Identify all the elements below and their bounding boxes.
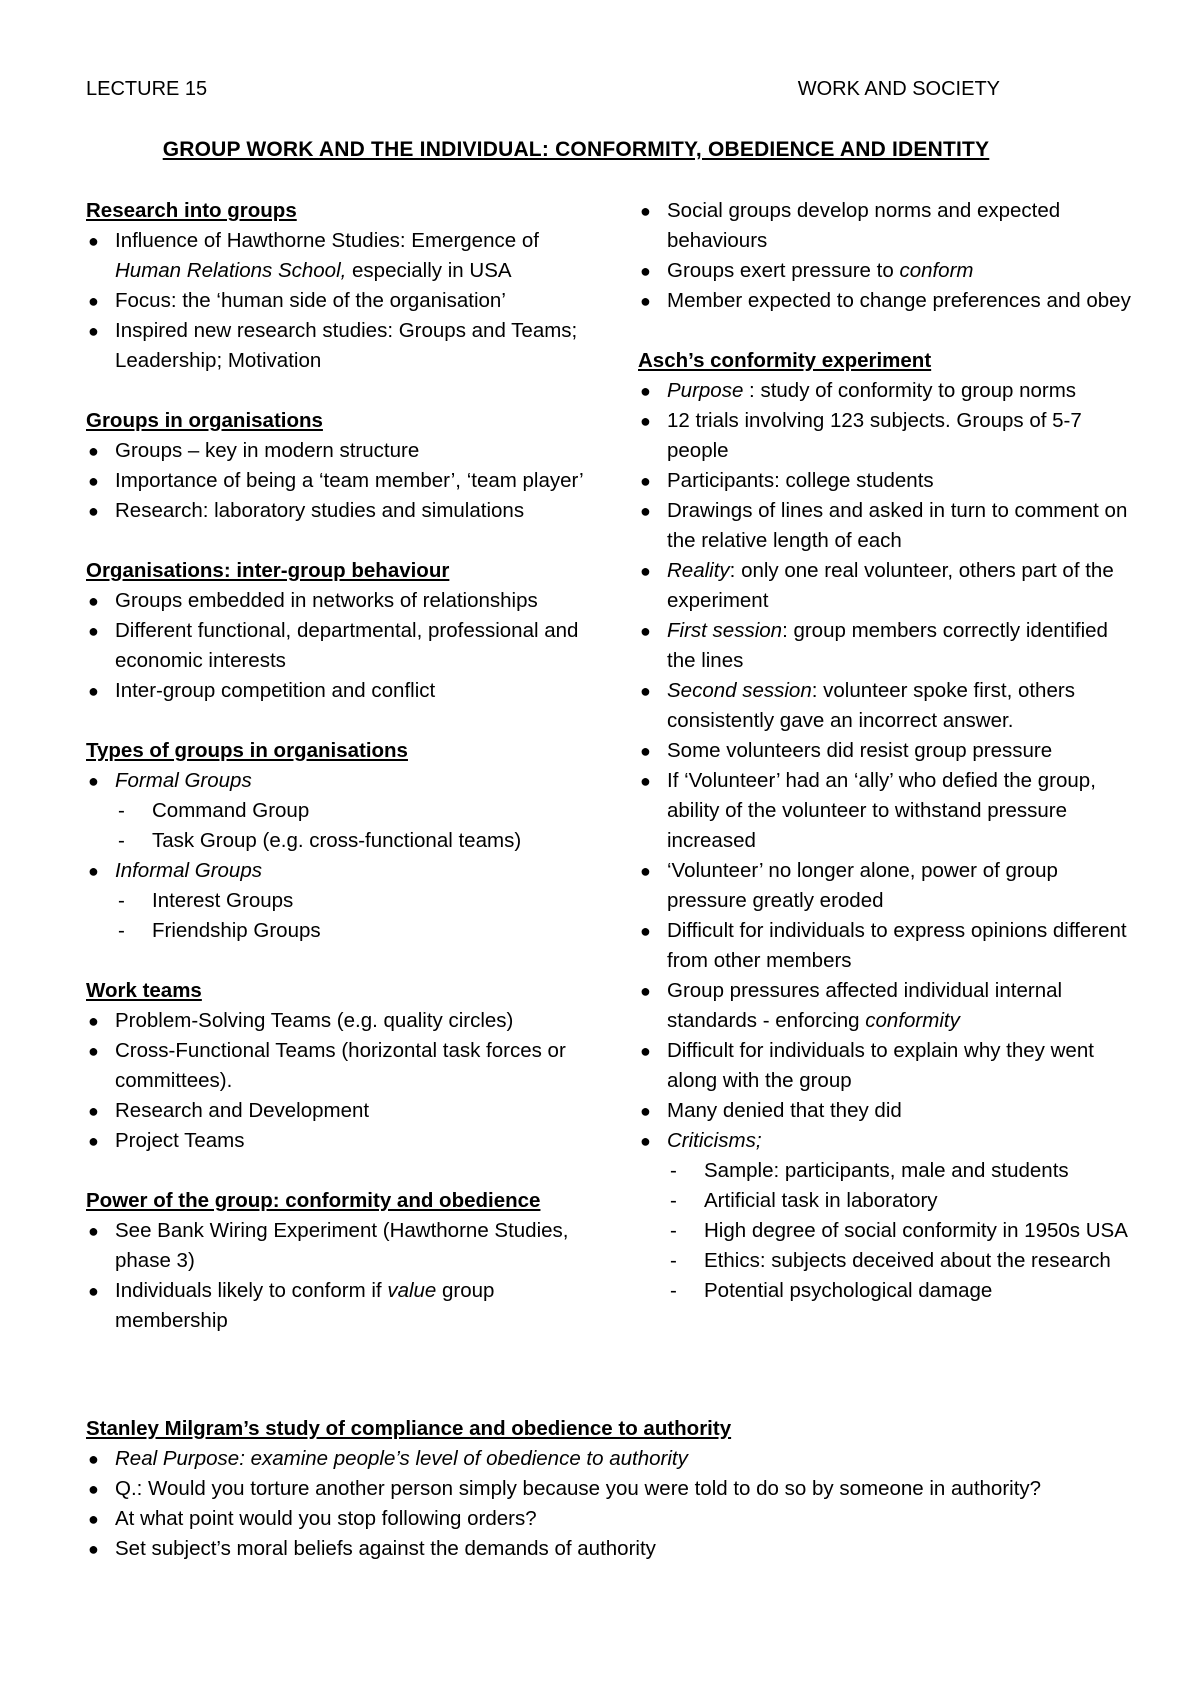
list-item: ● Importance of being a ‘team member’, ‘team player’ [86, 466, 601, 496]
list-item: ● Groups embedded in networks of relationships [86, 586, 601, 616]
bullet-icon: ● [640, 681, 651, 701]
list-item: ● At what point would you stop following orders? [86, 1504, 1126, 1534]
list-item: ● Formal Groups [86, 766, 601, 796]
bullet-icon: ● [640, 921, 651, 941]
bullet-icon: ● [88, 681, 99, 701]
bullet-icon: ● [88, 621, 99, 641]
list-item: ● Member expected to change preferences and obey [638, 286, 1138, 316]
list-item: ● Set subject’s moral beliefs against the demands of authority [86, 1534, 1126, 1564]
section-title: Groups in organisations [86, 409, 323, 432]
bullet-icon: ● [640, 411, 651, 431]
dash-icon: - [670, 1279, 677, 1302]
dash-icon: - [670, 1159, 677, 1182]
bullet-icon: ● [88, 1509, 99, 1529]
section-title: Power of the group: conformity and obedience [86, 1189, 541, 1212]
sub-list-item: - Command Group [86, 796, 601, 826]
section-milgram-study [86, 1414, 1126, 1564]
list-item: ● Group pressures affected individual internal standards - enforcing conformity [638, 976, 1138, 1036]
bullet-icon: ● [88, 861, 99, 881]
list-item: ● Groups exert pressure to conform [638, 256, 1138, 286]
bullet-list [86, 766, 601, 946]
bullet-icon: ● [88, 441, 99, 461]
bullet-list [86, 1216, 601, 1336]
sub-list-item: - High degree of social conformity in 1950s USA [638, 1216, 1138, 1246]
bullet-icon: ● [640, 741, 651, 761]
list-item: ● 12 trials involving 123 subjects. Groups of 5-7 people [638, 406, 1138, 466]
bullet-icon: ● [640, 1131, 651, 1151]
bullet-icon: ● [88, 1449, 99, 1469]
section-title: Asch’s conformity experiment [638, 349, 932, 372]
list-item: ● Real Purpose: examine people’s level of obedience to authority [86, 1444, 1126, 1474]
bullet-list [86, 1444, 1126, 1564]
list-item: ● Criticisms; [638, 1126, 1138, 1156]
list-item: ● Individuals likely to conform if value group membership [86, 1276, 601, 1336]
dash-icon: - [118, 799, 125, 822]
list-item: ● Q.: Would you torture another person simply because you were told to do so by someone in authority? [86, 1474, 1126, 1504]
section-title: Stanley Milgram’s study of compliance and obedience to authority [86, 1417, 732, 1440]
dash-icon: - [670, 1249, 677, 1272]
list-item: ● Inspired new research studies: Groups and Teams; Leadership; Motivation [86, 316, 601, 376]
section-groups-in-organisations [86, 406, 601, 526]
bullet-icon: ● [88, 501, 99, 521]
bullet-icon: ● [640, 201, 651, 221]
list-item: ● Purpose : study of conformity to group norms [638, 376, 1138, 406]
list-item: ● Focus: the ‘human side of the organisation’ [86, 286, 601, 316]
bullet-icon: ● [88, 1041, 99, 1061]
bullet-icon: ● [640, 621, 651, 641]
dash-icon: - [118, 919, 125, 942]
lecture-label: LECTURE 15 [86, 78, 208, 100]
bullet-icon: ● [88, 1131, 99, 1151]
section-asch-experiment [638, 346, 1138, 1306]
list-item: ● Inter-group competition and conflict [86, 676, 601, 706]
dash-icon: - [670, 1189, 677, 1212]
list-item: ● Research: laboratory studies and simulations [86, 496, 601, 526]
list-item: ● Project Teams [86, 1126, 601, 1156]
course-label: WORK AND SOCIETY [797, 78, 1000, 100]
section-types-of-groups [86, 736, 601, 946]
list-item: ● Problem-Solving Teams (e.g. quality circles) [86, 1006, 601, 1036]
list-item: ● Some volunteers did resist group pressure [638, 736, 1138, 766]
bullet-list [86, 1006, 601, 1156]
bullet-icon: ● [88, 1479, 99, 1499]
section-title: Research into groups [86, 199, 297, 222]
list-item: ● Difficult for individuals to explain why they went along with the group [638, 1036, 1138, 1096]
list-item: ● Research and Development [86, 1096, 601, 1126]
list-item: ● Reality: only one real volunteer, others part of the experiment [638, 556, 1138, 616]
bullet-list [86, 586, 601, 706]
section-research-into-groups [86, 196, 601, 376]
bullet-list [86, 226, 601, 376]
dash-icon: - [118, 889, 125, 912]
bullet-list [86, 436, 601, 526]
sub-list-item: - Friendship Groups [86, 916, 601, 946]
bullet-icon: ● [88, 591, 99, 611]
bullet-icon: ● [640, 1101, 651, 1121]
list-item: ● Informal Groups [86, 856, 601, 886]
left-column [86, 196, 601, 1366]
bullet-icon: ● [88, 1101, 99, 1121]
bullet-icon: ● [640, 261, 651, 281]
sub-list-item: - Task Group (e.g. cross-functional teams) [86, 826, 601, 856]
sub-list-item: - Sample: participants, male and students [638, 1156, 1138, 1186]
bullet-icon: ● [640, 471, 651, 491]
list-item: ● Participants: college students [638, 466, 1138, 496]
sub-list-item: - Artificial task in laboratory [638, 1186, 1138, 1216]
bullet-icon: ● [88, 1281, 99, 1301]
list-item: ● Many denied that they did [638, 1096, 1138, 1126]
sub-list-item: - Interest Groups [86, 886, 601, 916]
list-item: ● Difficult for individuals to express opinions different from other members [638, 916, 1138, 976]
bullet-icon: ● [88, 231, 99, 251]
bullet-icon: ● [88, 321, 99, 341]
list-item: ● See Bank Wiring Experiment (Hawthorne Studies, phase 3) [86, 1216, 601, 1276]
list-item: ● Influence of Hawthorne Studies: Emergence of Human Relations School, especially in USA [86, 226, 601, 286]
bullet-icon: ● [88, 1221, 99, 1241]
right-column [638, 196, 1138, 1336]
bullet-icon: ● [640, 771, 651, 791]
dash-icon: - [670, 1219, 677, 1242]
bullet-icon: ● [88, 771, 99, 791]
bullet-list [638, 376, 1138, 1306]
bullet-icon: ● [640, 561, 651, 581]
bullet-icon: ● [88, 471, 99, 491]
bullet-icon: ● [640, 1041, 651, 1061]
list-item: ● If ‘Volunteer’ had an ‘ally’ who defied the group, ability of the volunteer to withstand pressure increased [638, 766, 1138, 856]
page-title: GROUP WORK AND THE INDIVIDUAL: CONFORMITY, OBEDIENCE AND IDENTITY [162, 138, 990, 161]
page-header [86, 74, 1000, 104]
dash-icon: - [118, 829, 125, 852]
section-title: Organisations: inter-group behaviour [86, 559, 450, 582]
list-item: ● Second session: volunteer spoke first, others consistently gave an incorrect answer. [638, 676, 1138, 736]
section-work-teams [86, 976, 601, 1156]
list-item: ● Drawings of lines and asked in turn to comment on the relative length of each [638, 496, 1138, 556]
list-item: ● First session: group members correctly identified the lines [638, 616, 1138, 676]
bullet-icon: ● [640, 501, 651, 521]
bullet-icon: ● [640, 981, 651, 1001]
list-item: ● Cross-Functional Teams (horizontal task forces or committees). [86, 1036, 601, 1096]
bullet-icon: ● [640, 381, 651, 401]
section-group-norms [638, 196, 1138, 316]
list-item: ● Groups – key in modern structure [86, 436, 601, 466]
sub-list-item: - Potential psychological damage [638, 1276, 1138, 1306]
list-item: ● Social groups develop norms and expected behaviours [638, 196, 1138, 256]
bullet-icon: ● [88, 291, 99, 311]
bullet-list [638, 196, 1138, 316]
list-item: ● Different functional, departmental, professional and economic interests [86, 616, 601, 676]
bullet-icon: ● [640, 861, 651, 881]
section-power-of-the-group [86, 1186, 601, 1336]
section-title: Work teams [86, 979, 202, 1002]
bullet-icon: ● [88, 1011, 99, 1031]
section-title: Types of groups in organisations [86, 739, 408, 762]
list-item: ● ‘Volunteer’ no longer alone, power of group pressure greatly eroded [638, 856, 1138, 916]
bullet-icon: ● [640, 291, 651, 311]
section-inter-group-behaviour [86, 556, 601, 706]
bullet-icon: ● [88, 1539, 99, 1559]
sub-list-item: - Ethics: subjects deceived about the research [638, 1246, 1138, 1276]
